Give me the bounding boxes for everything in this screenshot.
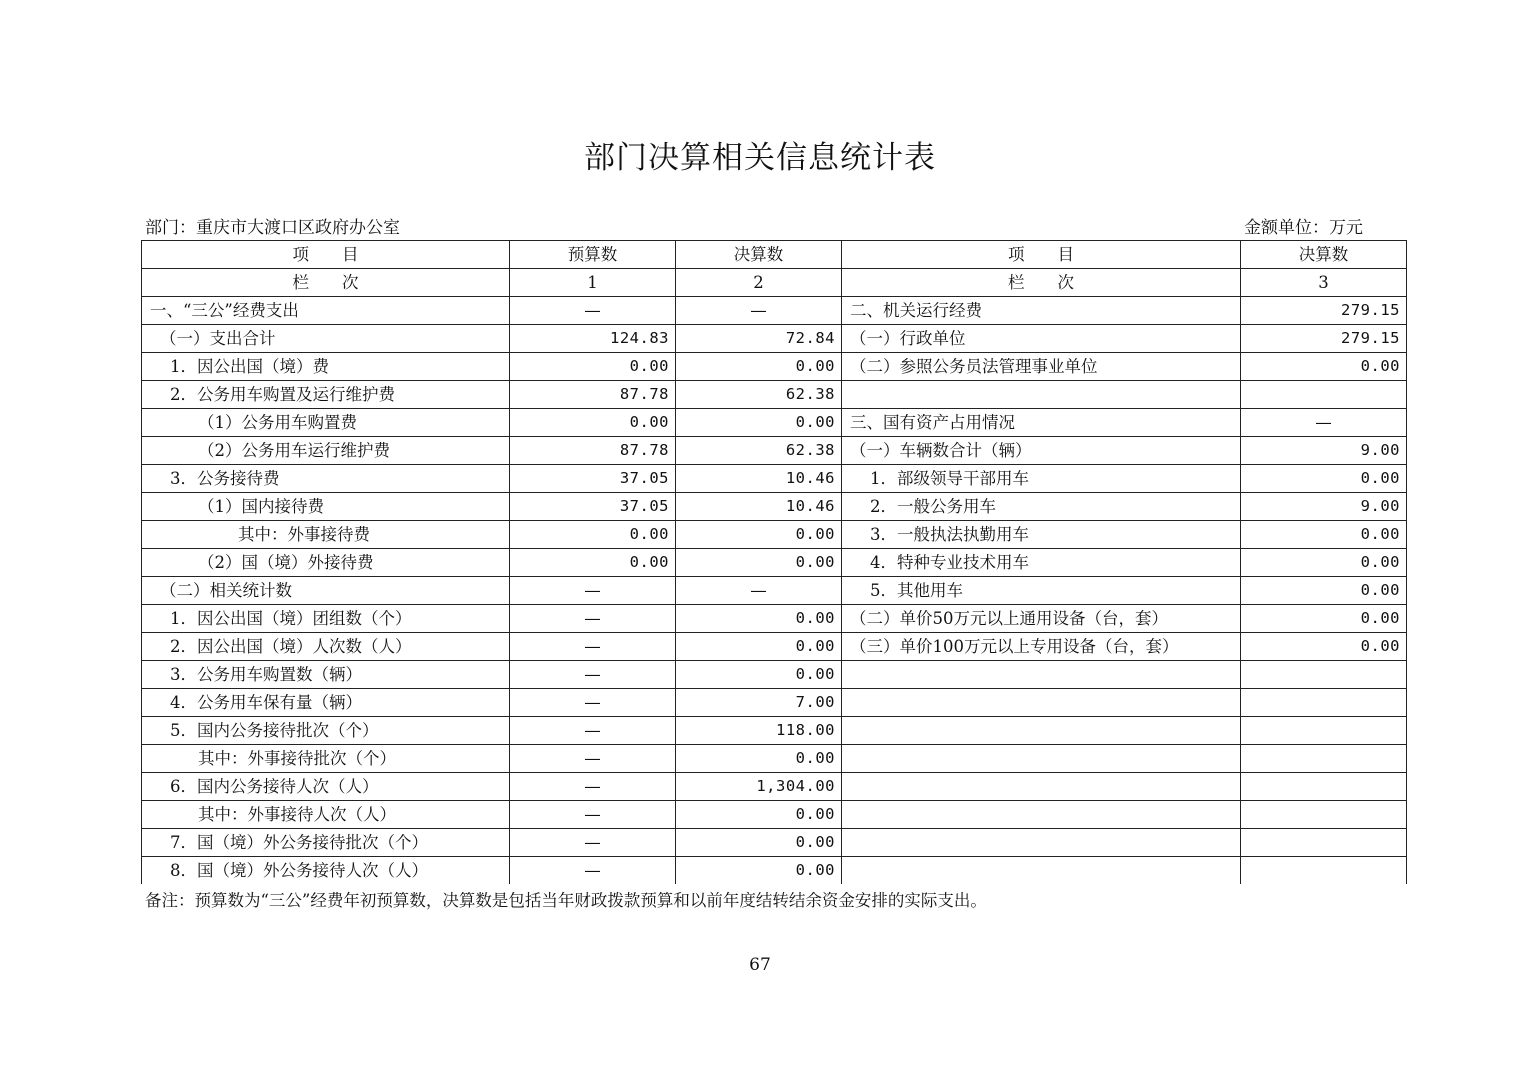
row-right-final-value: 9.00	[1241, 437, 1407, 465]
row-right-final-value	[1241, 857, 1407, 885]
table-row	[142, 633, 1407, 661]
row-item-label: （1）国内接待费	[142, 493, 510, 521]
row-right-final-value	[1241, 773, 1407, 801]
department-label: 部门：重庆市大渡口区政府办公室	[145, 218, 400, 238]
header-item-right: 项 目	[842, 241, 1241, 269]
header-final-right: 决算数	[1241, 241, 1407, 269]
row-right-item-label: （二）单价50万元以上通用设备（台，套）	[842, 605, 1241, 633]
page-title: 部门决算相关信息统计表	[584, 140, 936, 176]
row-budget-value: —	[510, 577, 676, 605]
row-final-value: 62.38	[676, 381, 842, 409]
column-label-right: 栏 次	[842, 269, 1241, 297]
row-final-value: 0.00	[676, 549, 842, 577]
column-2: 2	[676, 269, 842, 297]
row-right-final-value	[1241, 661, 1407, 689]
row-item-label: 一、“三公”经费支出	[142, 297, 510, 325]
row-final-value: 0.00	[676, 409, 842, 437]
row-right-item-label	[842, 857, 1241, 885]
row-budget-value: —	[510, 829, 676, 857]
header-row	[142, 241, 1407, 269]
statistics-table	[141, 240, 1407, 884]
row-item-label: 1．因公出国（境）费	[142, 353, 510, 381]
page-number: 67	[749, 955, 771, 975]
row-right-item-label	[842, 829, 1241, 857]
table-row	[142, 437, 1407, 465]
row-right-item-label: 4．特种专业技术用车	[842, 549, 1241, 577]
row-budget-value: 37.05	[510, 493, 676, 521]
row-right-final-value	[1241, 801, 1407, 829]
row-final-value: 0.00	[676, 605, 842, 633]
row-item-label: （1）公务用车购置费	[142, 409, 510, 437]
row-right-item-label	[842, 381, 1241, 409]
row-right-item-label	[842, 745, 1241, 773]
row-budget-value: 0.00	[510, 353, 676, 381]
row-final-value: 1,304.00	[676, 773, 842, 801]
row-item-label: 2．因公出国（境）人次数（人）	[142, 633, 510, 661]
row-item-label: （2）国（境）外接待费	[142, 549, 510, 577]
row-budget-value: —	[510, 717, 676, 745]
table-row	[142, 381, 1407, 409]
row-item-label: 3．公务用车购置数（辆）	[142, 661, 510, 689]
row-right-item-label	[842, 689, 1241, 717]
row-budget-value: 0.00	[510, 409, 676, 437]
row-item-label: 4．公务用车保有量（辆）	[142, 689, 510, 717]
row-final-value: 62.38	[676, 437, 842, 465]
row-budget-value: —	[510, 633, 676, 661]
table-row	[142, 493, 1407, 521]
row-final-value: 0.00	[676, 829, 842, 857]
row-item-label: 其中：外事接待人次（人）	[142, 801, 510, 829]
unit-label: 金额单位：万元	[1244, 218, 1363, 238]
table-row	[142, 689, 1407, 717]
row-budget-value: —	[510, 689, 676, 717]
table-row	[142, 409, 1407, 437]
row-budget-value: —	[510, 605, 676, 633]
table-row	[142, 577, 1407, 605]
row-right-final-value: 9.00	[1241, 493, 1407, 521]
row-right-item-label: （二）参照公务员法管理事业单位	[842, 353, 1241, 381]
row-final-value: 10.46	[676, 493, 842, 521]
header-budget: 预算数	[510, 241, 676, 269]
row-item-label: （二）相关统计数	[142, 577, 510, 605]
table-row	[142, 549, 1407, 577]
header-final: 决算数	[676, 241, 842, 269]
row-right-item-label: 5．其他用车	[842, 577, 1241, 605]
column-1: 1	[510, 269, 676, 297]
row-right-final-value	[1241, 745, 1407, 773]
footnote: 备注：预算数为“三公”经费年初预算数，决算数是包括当年财政拨款预算和以前年度结转结余资金安排的实际支出。	[145, 891, 987, 910]
row-right-item-label: 3．一般执法执勤用车	[842, 521, 1241, 549]
row-budget-value: 0.00	[510, 521, 676, 549]
row-right-final-value: 0.00	[1241, 353, 1407, 381]
row-right-final-value	[1241, 689, 1407, 717]
row-budget-value: 124.83	[510, 325, 676, 353]
row-right-final-value: 0.00	[1241, 549, 1407, 577]
row-budget-value: 87.78	[510, 381, 676, 409]
row-right-item-label	[842, 661, 1241, 689]
row-budget-value: —	[510, 297, 676, 325]
row-item-label: 其中：外事接待费	[142, 521, 510, 549]
row-right-item-label	[842, 801, 1241, 829]
row-right-item-label	[842, 773, 1241, 801]
row-final-value: 118.00	[676, 717, 842, 745]
row-item-label: 5．国内公务接待批次（个）	[142, 717, 510, 745]
row-item-label: 6．国内公务接待人次（人）	[142, 773, 510, 801]
row-final-value: 0.00	[676, 521, 842, 549]
row-final-value: —	[676, 577, 842, 605]
table-row	[142, 829, 1407, 857]
row-budget-value: 37.05	[510, 465, 676, 493]
table-row	[142, 325, 1407, 353]
row-right-final-value: 0.00	[1241, 465, 1407, 493]
row-final-value: 0.00	[676, 745, 842, 773]
column-index-row	[142, 269, 1407, 297]
row-right-final-value: 0.00	[1241, 605, 1407, 633]
row-final-value: 0.00	[676, 633, 842, 661]
row-item-label: 其中：外事接待批次（个）	[142, 745, 510, 773]
row-final-value: 0.00	[676, 353, 842, 381]
table-row	[142, 297, 1407, 325]
table-row	[142, 661, 1407, 689]
row-final-value: 10.46	[676, 465, 842, 493]
row-right-final-value: 0.00	[1241, 577, 1407, 605]
table-row	[142, 745, 1407, 773]
table-row	[142, 605, 1407, 633]
table-row	[142, 857, 1407, 885]
row-budget-value: —	[510, 857, 676, 885]
row-right-item-label	[842, 717, 1241, 745]
column-label: 栏 次	[142, 269, 510, 297]
row-final-value: —	[676, 297, 842, 325]
row-right-item-label: 1．部级领导干部用车	[842, 465, 1241, 493]
row-final-value: 0.00	[676, 801, 842, 829]
row-right-item-label: （一）行政单位	[842, 325, 1241, 353]
row-right-item-label: 2．一般公务用车	[842, 493, 1241, 521]
row-final-value: 72.84	[676, 325, 842, 353]
row-right-final-value: 279.15	[1241, 297, 1407, 325]
row-right-final-value: 279.15	[1241, 325, 1407, 353]
table-row	[142, 353, 1407, 381]
row-budget-value: —	[510, 661, 676, 689]
row-right-final-value	[1241, 717, 1407, 745]
row-right-final-value	[1241, 829, 1407, 857]
row-budget-value: —	[510, 773, 676, 801]
row-right-final-value: 0.00	[1241, 521, 1407, 549]
row-budget-value: —	[510, 745, 676, 773]
table-row	[142, 465, 1407, 493]
row-final-value: 0.00	[676, 857, 842, 885]
row-item-label: 8．国（境）外公务接待人次（人）	[142, 857, 510, 885]
row-right-final-value: 0.00	[1241, 633, 1407, 661]
row-budget-value: 87.78	[510, 437, 676, 465]
row-item-label: 1．因公出国（境）团组数（个）	[142, 605, 510, 633]
table-row	[142, 773, 1407, 801]
row-budget-value: —	[510, 801, 676, 829]
row-item-label: 2．公务用车购置及运行维护费	[142, 381, 510, 409]
table-row	[142, 717, 1407, 745]
row-item-label: 3．公务接待费	[142, 465, 510, 493]
row-budget-value: 0.00	[510, 549, 676, 577]
row-right-item-label: （一）车辆数合计（辆）	[842, 437, 1241, 465]
row-item-label: （2）公务用车运行维护费	[142, 437, 510, 465]
row-item-label: 7．国（境）外公务接待批次（个）	[142, 829, 510, 857]
row-right-item-label: （三）单价100万元以上专用设备（台，套）	[842, 633, 1241, 661]
header-item: 项 目	[142, 241, 510, 269]
row-final-value: 7.00	[676, 689, 842, 717]
row-right-final-value	[1241, 381, 1407, 409]
row-item-label: （一）支出合计	[142, 325, 510, 353]
column-3: 3	[1241, 269, 1407, 297]
table-row	[142, 521, 1407, 549]
row-right-final-value: —	[1241, 409, 1407, 437]
row-final-value: 0.00	[676, 661, 842, 689]
row-right-item-label: 三、国有资产占用情况	[842, 409, 1241, 437]
table-row	[142, 801, 1407, 829]
row-right-item-label: 二、机关运行经费	[842, 297, 1241, 325]
